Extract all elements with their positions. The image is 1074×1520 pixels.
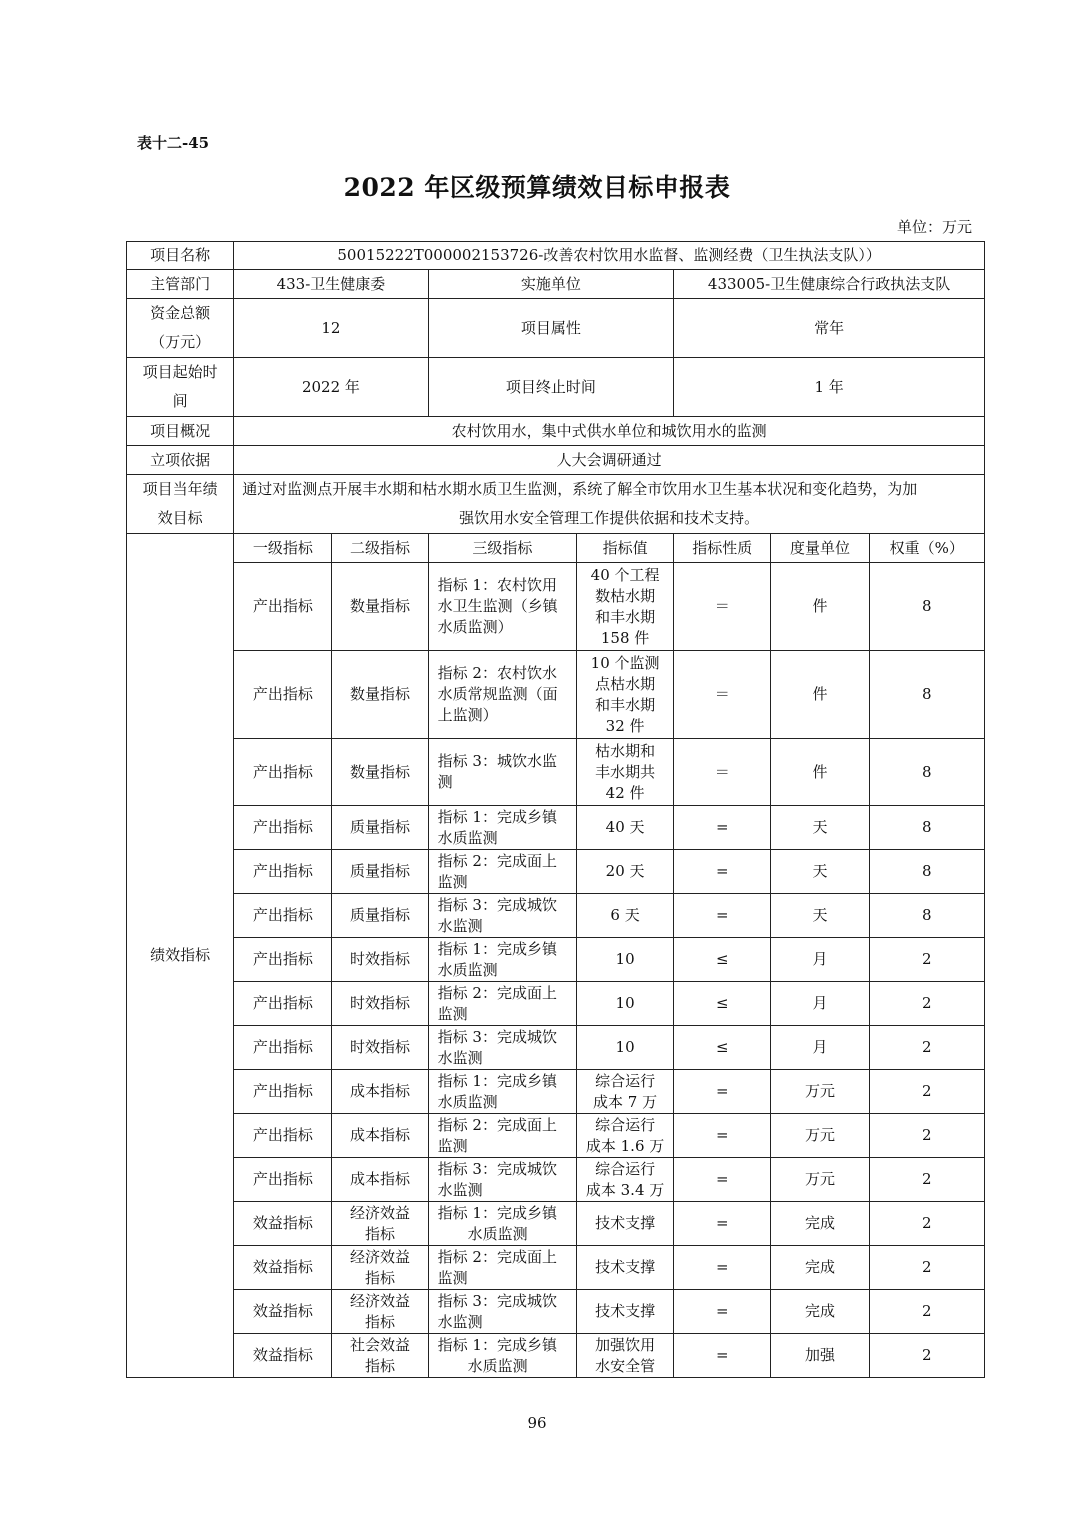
level1-cell: 产出指标 (234, 1158, 332, 1202)
impl-value: 433005-卫生健康综合行政执法支队 (674, 270, 985, 299)
value-cell (576, 1026, 673, 1070)
value-cell-line: 成本 7 万 (593, 1092, 658, 1111)
level3-cell (428, 1290, 576, 1334)
level3-cell-line: 水质监测 (437, 1224, 528, 1243)
value-cell-line: 枯水期和 (595, 741, 656, 760)
level2-cell (332, 1158, 428, 1202)
weight-cell: 8 (869, 806, 984, 850)
value-cell-line: 水安全管 (595, 1356, 656, 1375)
level3-cell-line: 上监测） (437, 706, 498, 724)
indicator-row (127, 1070, 985, 1114)
nature-cell: = (674, 894, 771, 938)
level2-cell-line: 社会效益 (350, 1335, 411, 1354)
row-overview (127, 417, 985, 446)
unit-cell: 月 (771, 938, 869, 982)
unit-cell: 万元 (771, 1070, 869, 1114)
level2-cell-line: 时效指标 (350, 994, 411, 1012)
level1-cell: 效益指标 (234, 1334, 332, 1378)
weight-cell: 8 (869, 563, 984, 651)
value-cell (576, 1246, 673, 1290)
header-cell: 度量单位 (771, 534, 869, 563)
level3-cell (428, 1202, 576, 1246)
level1-cell: 产出指标 (234, 563, 332, 651)
level2-cell-line: 时效指标 (350, 1038, 411, 1056)
value-cell (576, 1290, 673, 1334)
unit-cell: 件 (771, 739, 869, 806)
level2-cell-line: 数量指标 (350, 685, 411, 703)
dept-label: 主管部门 (127, 270, 234, 299)
value-cell-line: 技术支撑 (595, 1258, 656, 1276)
level2-cell-line: 指标 (365, 1356, 396, 1375)
value-cell-line: 和丰水期 (595, 607, 656, 626)
unit-cell: 完成 (771, 1246, 869, 1290)
value-cell-line: 40 天 (605, 818, 645, 836)
level2-cell (332, 1114, 428, 1158)
header-cell: 三级指标 (428, 534, 576, 563)
indicator-row (127, 806, 985, 850)
level1-cell: 产出指标 (234, 739, 332, 806)
row-period (127, 358, 985, 417)
indicator-row (127, 739, 985, 806)
weight-cell: 2 (869, 1026, 984, 1070)
header-cell: 一级指标 (234, 534, 332, 563)
end-label: 项目终止时间 (428, 358, 674, 417)
value-cell-line: 40 个工程 (590, 565, 660, 584)
indicator-row (127, 1246, 985, 1290)
level3-cell-line: 水质监测） (437, 618, 513, 636)
level3-cell-line: 指标 3：完成城饮 (437, 1159, 557, 1178)
page-title: 2022 年区级预算绩效目标申报表 (343, 173, 731, 202)
unit-cell: 天 (771, 894, 869, 938)
level1-cell: 产出指标 (234, 806, 332, 850)
level2-cell-line: 指标 (365, 1268, 396, 1287)
indicator-row (127, 982, 985, 1026)
attr-value: 常年 (674, 299, 985, 358)
level2-cell (332, 894, 428, 938)
level2-cell-line: 经济效益 (350, 1291, 411, 1310)
level2-cell-line: 指标 (365, 1312, 396, 1331)
level3-cell (428, 739, 576, 806)
indicator-row (127, 1114, 985, 1158)
level3-cell-line: 水监测 (437, 916, 483, 935)
value-cell (576, 850, 673, 894)
level2-cell (332, 1246, 428, 1290)
value-cell-line: 20 天 (605, 862, 645, 880)
unit-cell: 件 (771, 651, 869, 739)
header-cell: 指标值 (576, 534, 673, 563)
weight-cell: 8 (869, 850, 984, 894)
level3-cell-line: 测 (437, 773, 453, 791)
value-cell-line: 10 (615, 1038, 635, 1056)
goal-line: 强饮用水安全管理工作提供依据和技术支持。 (459, 509, 760, 527)
project-name-value: 50015222T000002153726-改善农村饮用水监督、监测经费（卫生执法支队）） (234, 242, 985, 270)
goal-value (234, 475, 985, 534)
level3-cell (428, 1026, 576, 1070)
level2-cell-line: 时效指标 (350, 950, 411, 968)
value-cell-line: 32 件 (605, 716, 645, 735)
level2-cell (332, 1334, 428, 1378)
value-cell (576, 806, 673, 850)
value-cell-line: 综合运行 (595, 1159, 656, 1178)
weight-cell: 8 (869, 739, 984, 806)
level2-cell (332, 850, 428, 894)
value-cell-line: 技术支撑 (595, 1302, 656, 1320)
level3-cell-line: 水质常规监测（面 (437, 685, 558, 703)
value-cell-line: 10 (615, 994, 635, 1012)
level2-cell-line: 经济效益 (350, 1247, 411, 1266)
level3-cell-line: 监测 (437, 872, 468, 891)
level1-cell: 产出指标 (234, 850, 332, 894)
level2-cell (332, 1070, 428, 1114)
indicator-row (127, 1290, 985, 1334)
value-cell (576, 563, 673, 651)
level3-cell (428, 1246, 576, 1290)
level1-cell: 产出指标 (234, 1070, 332, 1114)
indicator-row (127, 938, 985, 982)
value-cell-line: 6 天 (610, 906, 640, 924)
value-cell-line: 综合运行 (595, 1115, 656, 1134)
level3-cell (428, 806, 576, 850)
unit-cell: 天 (771, 850, 869, 894)
nature-cell: ＝ (674, 563, 771, 651)
basis-label: 立项依据 (127, 446, 234, 475)
level3-cell-line: 水质监测 (437, 1356, 528, 1375)
value-cell-line: 10 个监测 (590, 653, 660, 672)
nature-cell: = (674, 1290, 771, 1334)
value-cell-line: 10 (615, 950, 635, 968)
level2-cell (332, 739, 428, 806)
header-cell: 指标性质 (674, 534, 771, 563)
level3-cell-line: 水监测 (437, 1048, 483, 1067)
value-cell (576, 1070, 673, 1114)
weight-cell: 2 (869, 1246, 984, 1290)
unit-cell: 加强 (771, 1334, 869, 1378)
level1-cell: 产出指标 (234, 651, 332, 739)
value-cell (576, 651, 673, 739)
overview-label: 项目概况 (127, 417, 234, 446)
level3-cell-line: 指标 2：完成面上 (437, 1247, 557, 1266)
level3-cell (428, 1334, 576, 1378)
unit-cell: 完成 (771, 1202, 869, 1246)
project-name-label: 项目名称 (127, 242, 234, 270)
level3-cell-line: 监测 (437, 1004, 468, 1023)
level3-cell-line: 水监测 (437, 1180, 483, 1199)
value-cell (576, 1158, 673, 1202)
nature-cell: = (674, 806, 771, 850)
unit-cell: 月 (771, 1026, 869, 1070)
nature-cell: = (674, 1070, 771, 1114)
indicator-row (127, 1158, 985, 1202)
value-cell (576, 1114, 673, 1158)
level2-cell (332, 1290, 428, 1334)
nature-cell: ≤ (674, 938, 771, 982)
weight-cell: 2 (869, 1114, 984, 1158)
level1-cell: 产出指标 (234, 982, 332, 1026)
value-cell-line: 丰水期共 (595, 762, 656, 781)
indicator-header-row (127, 534, 985, 563)
level3-cell (428, 1070, 576, 1114)
nature-cell: ＝ (674, 651, 771, 739)
weight-cell: 2 (869, 1334, 984, 1378)
level3-cell-line: 指标 2：完成面上 (437, 1115, 557, 1134)
level3-cell-line: 监测 (437, 1268, 468, 1287)
level3-cell-line: 水质监测 (437, 960, 498, 979)
impl-label: 实施单位 (428, 270, 674, 299)
level3-cell-line: 监测 (437, 1136, 468, 1155)
row-funds (127, 299, 985, 358)
level3-cell (428, 1158, 576, 1202)
level3-cell-line: 指标 2：完成面上 (437, 851, 557, 870)
level2-cell-line: 成本指标 (350, 1126, 411, 1144)
level3-cell-line: 指标 1：完成乡镇 (437, 1203, 557, 1222)
level3-cell-line: 指标 2：农村饮水 (437, 664, 557, 682)
nature-cell: = (674, 1114, 771, 1158)
value-cell-line: 数枯水期 (595, 586, 656, 605)
indicator-row (127, 1026, 985, 1070)
overview-value: 农村饮用水，集中式供水单位和城饮用水的监测 (234, 417, 985, 446)
value-cell-line: 综合运行 (595, 1071, 656, 1090)
row-basis (127, 446, 985, 475)
level3-cell (428, 850, 576, 894)
nature-cell: = (674, 850, 771, 894)
level2-cell (332, 651, 428, 739)
page-number: 96 (527, 1414, 547, 1432)
start-value: 2022 年 (234, 358, 428, 417)
unit-label: 单位：万元 (896, 218, 972, 236)
nature-cell: = (674, 1202, 771, 1246)
header-cell: 权重（%） (869, 534, 984, 563)
level2-cell-line: 经济效益 (350, 1203, 411, 1222)
value-cell (576, 982, 673, 1026)
nature-cell: = (674, 1334, 771, 1378)
level1-cell: 效益指标 (234, 1202, 332, 1246)
indicators-section-label: 绩效指标 (127, 534, 234, 1378)
weight-cell: 2 (869, 1070, 984, 1114)
funds-label-line: 资金总额 (150, 304, 211, 322)
level3-cell-line: 指标 1：农村饮用 (437, 576, 557, 594)
value-cell-line: 加强饮用 (595, 1335, 656, 1354)
level3-cell (428, 651, 576, 739)
level2-cell-line: 指标 (365, 1224, 396, 1243)
level1-cell: 效益指标 (234, 1290, 332, 1334)
level3-cell (428, 563, 576, 651)
weight-cell: 2 (869, 938, 984, 982)
basis-value: 人大会调研通过 (234, 446, 985, 475)
value-cell-line: 技术支撑 (595, 1214, 656, 1232)
level2-cell-line: 成本指标 (350, 1170, 411, 1188)
level2-cell (332, 1026, 428, 1070)
nature-cell: ＝ (674, 739, 771, 806)
weight-cell: 2 (869, 982, 984, 1026)
level3-cell-line: 指标 2：完成面上 (437, 983, 557, 1002)
nature-cell: ≤ (674, 982, 771, 1026)
level3-cell-line: 水卫生监测（乡镇 (437, 597, 558, 615)
table-label: 表十二-45 (137, 134, 210, 152)
start-label-line: 项目起始时 (142, 363, 218, 381)
indicator-row (127, 1334, 985, 1378)
level2-cell-line: 数量指标 (350, 762, 411, 781)
level2-cell (332, 563, 428, 651)
value-cell (576, 938, 673, 982)
level3-cell-line: 水质监测 (437, 1092, 498, 1111)
header-cell: 二级指标 (332, 534, 428, 563)
weight-cell: 8 (869, 651, 984, 739)
level1-cell: 产出指标 (234, 1114, 332, 1158)
unit-cell: 件 (771, 563, 869, 651)
row-goal (127, 475, 985, 534)
funds-label-line: （万元） (150, 333, 211, 351)
goal-line: 通过对监测点开展丰水期和枯水期水质卫生监测，系统了解全市饮用水卫生基本状况和变化趋势，为加 (242, 480, 918, 498)
unit-cell: 完成 (771, 1290, 869, 1334)
weight-cell: 2 (869, 1290, 984, 1334)
level3-cell (428, 1114, 576, 1158)
unit-cell: 万元 (771, 1114, 869, 1158)
start-label-line: 间 (172, 392, 188, 410)
value-cell-line: 42 件 (605, 783, 645, 802)
start-label (127, 358, 234, 417)
level3-cell-line: 水监测 (437, 1312, 483, 1331)
indicator-row (127, 651, 985, 739)
value-cell-line: 点枯水期 (595, 674, 656, 693)
level1-cell: 效益指标 (234, 1246, 332, 1290)
level3-cell-line: 指标 3：完成城饮 (437, 1027, 557, 1046)
goal-label (127, 475, 234, 534)
level3-cell-line: 指标 1：完成乡镇 (437, 1071, 557, 1090)
level3-cell-line: 指标 3：城饮水监 (437, 752, 557, 770)
level1-cell: 产出指标 (234, 894, 332, 938)
value-cell-line: 成本 3.4 万 (585, 1180, 665, 1199)
goal-label-line: 效目标 (157, 509, 203, 527)
level3-cell-line: 水质监测 (437, 828, 498, 847)
nature-cell: = (674, 1158, 771, 1202)
level2-cell-line: 质量指标 (350, 906, 411, 924)
weight-cell: 2 (869, 1158, 984, 1202)
level3-cell-line: 指标 1：完成乡镇 (437, 807, 557, 826)
level2-cell-line: 质量指标 (350, 818, 411, 836)
nature-cell: = (674, 1246, 771, 1290)
level2-cell-line: 数量指标 (350, 597, 411, 615)
level3-cell (428, 982, 576, 1026)
level2-cell-line: 质量指标 (350, 862, 411, 880)
dept-value: 433-卫生健康委 (234, 270, 428, 299)
value-cell-line: 和丰水期 (595, 695, 656, 714)
nature-cell: ≤ (674, 1026, 771, 1070)
level1-cell: 产出指标 (234, 1026, 332, 1070)
level2-cell (332, 938, 428, 982)
end-value: 1 年 (674, 358, 985, 417)
funds-label (127, 299, 234, 358)
weight-cell: 8 (869, 894, 984, 938)
value-cell-line: 成本 1.6 万 (585, 1136, 665, 1155)
unit-cell: 万元 (771, 1158, 869, 1202)
value-cell (576, 1334, 673, 1378)
level2-cell (332, 982, 428, 1026)
funds-value: 12 (234, 299, 428, 358)
row-department (127, 270, 985, 299)
unit-cell: 天 (771, 806, 869, 850)
value-cell (576, 1202, 673, 1246)
level3-cell-line: 指标 3：完成城饮 (437, 895, 557, 914)
budget-table (126, 241, 985, 1378)
level3-cell-line: 指标 1：完成乡镇 (437, 939, 557, 958)
level3-cell-line: 指标 3：完成城饮 (437, 1291, 557, 1310)
weight-cell: 2 (869, 1202, 984, 1246)
level3-cell-line: 指标 1：完成乡镇 (437, 1335, 557, 1354)
level2-cell-line: 成本指标 (350, 1082, 411, 1100)
indicator-row (127, 563, 985, 651)
value-cell (576, 894, 673, 938)
indicator-row (127, 894, 985, 938)
level2-cell (332, 806, 428, 850)
goal-label-line: 项目当年绩 (142, 480, 218, 498)
attr-label: 项目属性 (428, 299, 674, 358)
unit-cell: 月 (771, 982, 869, 1026)
level2-cell (332, 1202, 428, 1246)
value-cell-line: 158 件 (600, 628, 650, 647)
row-project-name (127, 242, 985, 270)
level3-cell (428, 938, 576, 982)
level3-cell (428, 894, 576, 938)
level1-cell: 产出指标 (234, 938, 332, 982)
value-cell (576, 739, 673, 806)
indicator-row (127, 1202, 985, 1246)
indicator-row (127, 850, 985, 894)
